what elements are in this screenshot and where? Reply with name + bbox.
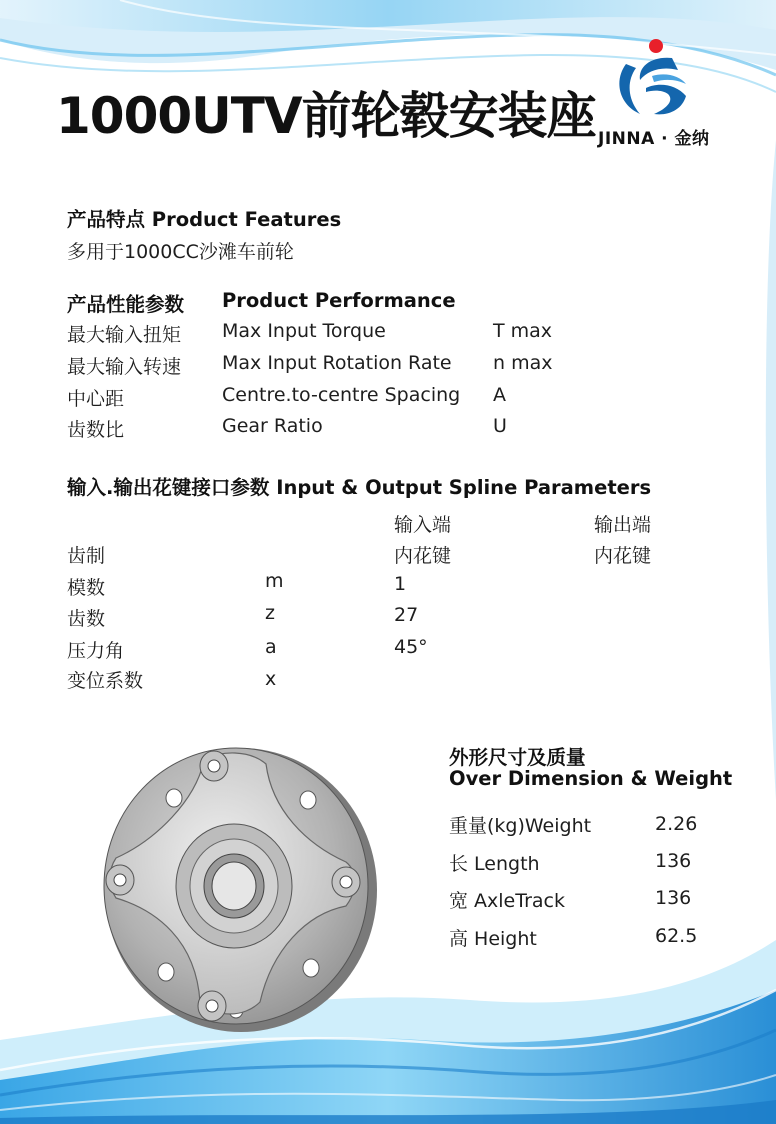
performance-label-cn: 齿数比 <box>67 419 125 441</box>
spline-heading: 输入.输出花键接口参数 Input & Output Spline Parameters <box>67 476 652 499</box>
spline-label: 齿数 <box>67 608 106 630</box>
jinna-logo-icon <box>612 36 700 122</box>
logo-text: JINNA · 金纳 <box>598 129 710 149</box>
performance-label-en: Max Input Torque <box>222 320 386 342</box>
spline-input-value: 27 <box>394 604 419 626</box>
spline-output-value: 内花键 <box>594 545 652 567</box>
dimension-value: 136 <box>655 850 692 872</box>
performance-label-en: Centre.to-centre Spacing <box>222 384 461 406</box>
spline-label: 压力角 <box>67 640 125 662</box>
performance-symbol: U <box>493 415 507 437</box>
spline-input-value: 1 <box>394 573 407 595</box>
page-title: 1000UTV前轮毂安装座 <box>56 87 596 145</box>
dimension-label: 长 Length <box>449 853 540 875</box>
performance-symbol: T max <box>493 320 553 342</box>
spline-symbol: m <box>265 570 284 592</box>
spline-input-value: 内花键 <box>394 545 452 567</box>
performance-label-cn: 最大输入转速 <box>67 356 182 378</box>
spline-label: 变位系数 <box>67 670 144 692</box>
dimension-value: 62.5 <box>655 925 698 947</box>
dimension-value: 2.26 <box>655 813 698 835</box>
performance-symbol: n max <box>493 352 553 374</box>
performance-heading-cn: 产品性能参数 <box>67 293 185 316</box>
spline-col-input: 输入端 <box>394 514 452 536</box>
dimension-heading-en: Over Dimension & Weight <box>449 767 733 790</box>
performance-label-cn: 最大输入扭矩 <box>67 324 182 346</box>
spline-symbol: a <box>265 636 277 658</box>
performance-heading-en: Product Performance <box>222 289 456 312</box>
spline-symbol: z <box>265 602 275 624</box>
performance-label-en: Max Input Rotation Rate <box>222 352 452 374</box>
performance-label-cn: 中心距 <box>67 388 125 410</box>
dimension-label: 高 Height <box>449 928 537 950</box>
performance-label-en: Gear Ratio <box>222 415 323 437</box>
features-text: 多用于1000CC沙滩车前轮 <box>67 241 294 263</box>
dimension-value: 136 <box>655 887 692 909</box>
features-heading: 产品特点 Product Features <box>67 208 342 231</box>
wheel-hub-render <box>96 740 386 1040</box>
dimension-label: 重量(kg)Weight <box>449 815 592 837</box>
dimension-heading-cn: 外形尺寸及质量 <box>449 746 586 769</box>
spline-input-value: 45° <box>394 636 428 658</box>
dimension-label: 宽 AxleTrack <box>449 890 565 912</box>
spline-label: 齿制 <box>67 545 106 567</box>
performance-symbol: A <box>493 384 506 406</box>
spline-symbol: x <box>265 668 277 690</box>
spline-col-output: 输出端 <box>594 514 652 536</box>
spline-label: 模数 <box>67 577 106 599</box>
